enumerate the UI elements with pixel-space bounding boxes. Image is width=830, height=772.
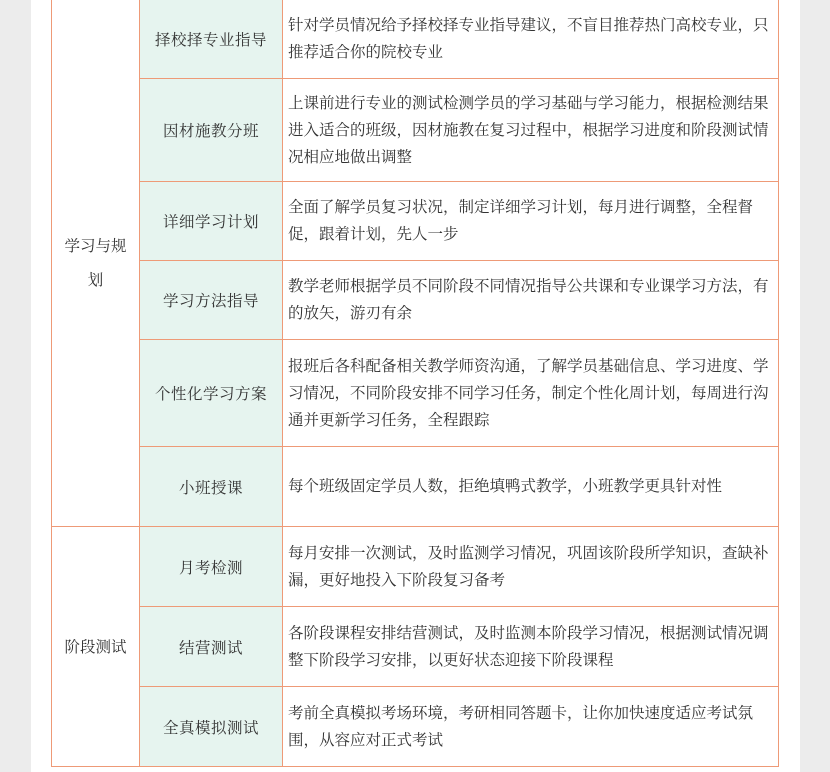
table-row xyxy=(52,79,779,182)
service-table xyxy=(51,0,779,767)
table-row xyxy=(52,527,779,607)
description-cell: 全面了解学员复习状况，制定详细学习计划，每月进行调整，全程督促，跟着计划，先人一步 xyxy=(283,182,779,261)
table-row xyxy=(52,687,779,767)
category-cell: 阶段测试 xyxy=(52,527,140,767)
item-cell: 月考检测 xyxy=(140,527,283,607)
description-cell: 教学老师根据学员不同阶段不同情况指导公共课和专业课学习方法，有的放矢，游刃有余 xyxy=(283,261,779,340)
table-row xyxy=(52,0,779,79)
item-cell: 小班授课 xyxy=(140,447,283,527)
item-cell: 结营测试 xyxy=(140,607,283,687)
table-row xyxy=(52,261,779,340)
item-cell: 详细学习计划 xyxy=(140,182,283,261)
table-row xyxy=(52,340,779,447)
description-cell: 考前全真模拟考场环境，考研相同答题卡，让你加快速度适应考试氛围，从容应对正式考试 xyxy=(283,687,779,767)
item-cell: 全真模拟测试 xyxy=(140,687,283,767)
description-cell: 针对学员情况给予择校择专业指导建议，不盲目推荐热门高校专业，只推荐适合你的院校专业 xyxy=(283,0,779,79)
item-cell: 择校择专业指导 xyxy=(140,0,283,79)
description-cell: 每月安排一次测试，及时监测学习情况，巩固该阶段所学知识，查缺补漏，更好地投入下阶段复习备考 xyxy=(283,527,779,607)
item-cell: 学习方法指导 xyxy=(140,261,283,340)
category-cell: 学习与规划 xyxy=(52,0,140,527)
description-cell: 报班后各科配备相关教学师资沟通，了解学员基础信息、学习进度、学习情况，不同阶段安排不同学习任务，制定个性化周计划，每周进行沟通并更新学习任务，全程跟踪 xyxy=(283,340,779,447)
table-row xyxy=(52,182,779,261)
description-cell: 上课前进行专业的测试检测学员的学习基础与学习能力，根据检测结果进入适合的班级，因材施教在复习过程中，根据学习进度和阶段测试情况相应地做出调整 xyxy=(283,79,779,182)
description-cell: 各阶段课程安排结营测试，及时监测本阶段学习情况，根据测试情况调整下阶段学习安排，以更好状态迎接下阶段课程 xyxy=(283,607,779,687)
table-row xyxy=(52,607,779,687)
table-row xyxy=(52,447,779,527)
description-cell: 每个班级固定学员人数，拒绝填鸭式教学，小班教学更具针对性 xyxy=(283,447,779,527)
item-cell: 因材施教分班 xyxy=(140,79,283,182)
item-cell: 个性化学习方案 xyxy=(140,340,283,447)
